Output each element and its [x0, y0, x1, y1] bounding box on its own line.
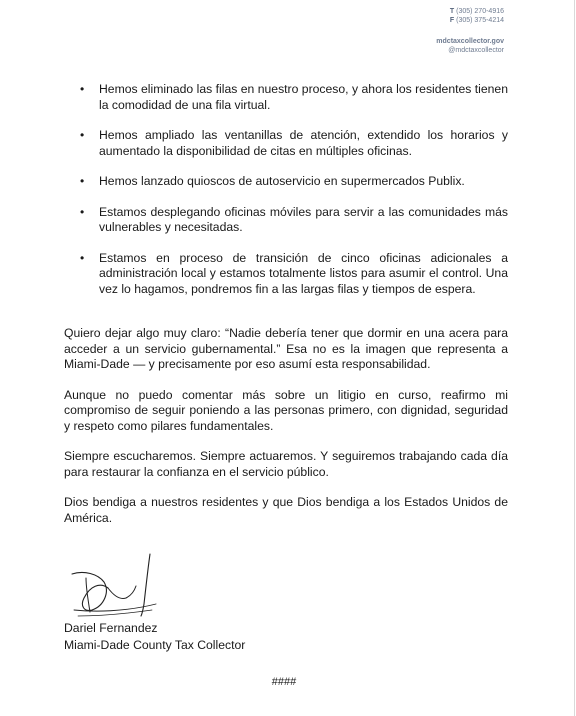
list-item: • Hemos ampliado las ventanillas de atención, extendido los horarios y aumentado la disponibilidad de citas en múltiples oficinas.	[80, 128, 508, 159]
signer-name: Dariel Fernandez	[64, 621, 158, 635]
phone-number: (305) 270-4916	[456, 8, 504, 15]
website-link[interactable]: mdctaxcollector.gov	[436, 38, 504, 45]
signer-title: Miami-Dade County Tax Collector	[64, 638, 246, 652]
phone-line: T (305) 270-4916	[449, 8, 504, 15]
letter-body	[64, 326, 508, 541]
contact-block	[436, 7, 504, 55]
list-item: • Hemos lanzado quioscos de autoservicio en supermercados Publix.	[80, 174, 508, 190]
list-item: • Hemos eliminado las filas en nuestro proceso, y ahora los residentes tienen la comodidad de una fila virtual.	[80, 82, 508, 113]
paragraph: Aunque no puedo comentar más sobre un litigio en curso, reafirmo mi compromiso de seguir poniendo a las personas primero, con dignidad, seguridad y respeto como pilares fundamentales.	[64, 387, 508, 433]
fax-number: (305) 375-4214	[456, 17, 504, 24]
paragraph: Dios bendiga a nuestros residentes y que Dios bendiga a los Estados Unidos de América.	[64, 495, 508, 525]
list-item: • Estamos en proceso de transición de cinco oficinas adicionales a administración local y estamos totalmente listos para asumir el control. Una vez lo hagamos, pondremos fin a las largas filas y tiempos de espera.	[80, 251, 508, 298]
paragraph: Quiero dejar algo muy claro: “Nadie debería tener que dormir en una acera para acceder a un servicio gubernamental.” Esa no es la imagen que representa a Miami-Dade — y precisamente por eso asumí esta responsabilidad.	[64, 326, 508, 371]
social-handle[interactable]: @mdctaxcollector	[448, 47, 504, 54]
list-item: • Estamos desplegando oficinas móviles para servir a las comunidades más vulnerables y necesitadas.	[80, 205, 508, 236]
fax-line: F (305) 375-4214	[449, 17, 504, 24]
achievements-list	[80, 82, 508, 312]
signer-block	[64, 620, 245, 654]
end-mark: ####	[271, 676, 297, 688]
contact-spacer	[436, 25, 504, 37]
paragraph: Siempre escucharemos. Siempre actuaremos. Y seguiremos trabajando cada día para restaurar la confianza en el servicio público.	[64, 449, 508, 479]
signature-image	[64, 552, 159, 622]
